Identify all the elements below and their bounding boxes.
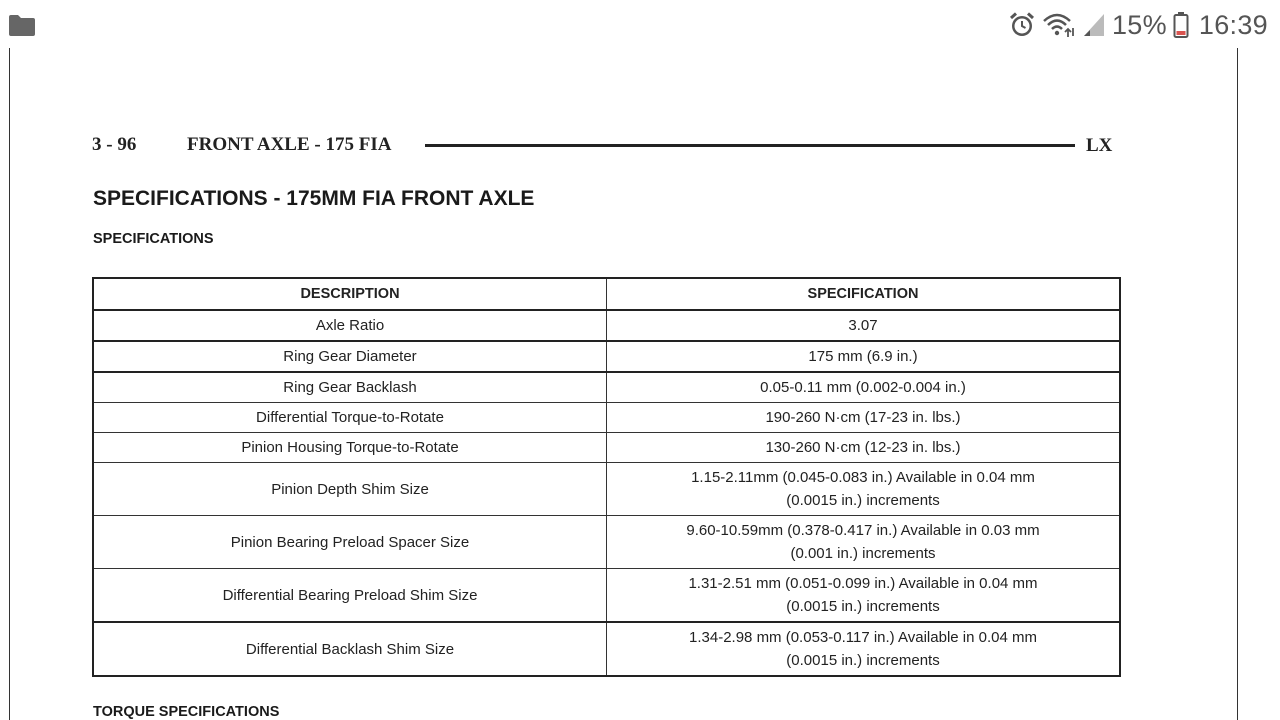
spec-line: 1.31-2.51 mm (0.051-0.099 in.) Available in 0.04 mm: [688, 575, 1038, 592]
spec-line: (0.0015 in.) increments: [786, 598, 940, 615]
sub-heading-specifications: SPECIFICATIONS: [93, 231, 214, 247]
row-specification: [607, 403, 1121, 433]
table-row: [93, 516, 1120, 569]
spec-line: (0.0015 in.) increments: [786, 652, 940, 669]
spec-line: 9.60-10.59mm (0.378-0.417 in.) Available in 0.03 mm: [686, 522, 1040, 539]
row-description: Ring Gear Backlash: [93, 372, 607, 403]
row-specification: [607, 310, 1121, 341]
column-header-description: DESCRIPTION: [93, 278, 607, 310]
status-bar: [0, 0, 1280, 48]
table-row: [93, 403, 1120, 433]
sub-heading-torque: TORQUE SPECIFICATIONS: [93, 704, 280, 720]
page-number: 3 - 96: [92, 134, 137, 155]
folder-icon[interactable]: [9, 14, 35, 36]
row-description: Differential Backlash Shim Size: [93, 622, 607, 676]
spec-line: 1.15-2.11mm (0.045-0.083 in.) Available in 0.04 mm: [691, 469, 1035, 486]
row-description: Ring Gear Diameter: [93, 341, 607, 372]
spec-line: (0.0015 in.) increments: [786, 492, 940, 509]
table-row: [93, 372, 1120, 403]
specifications-table: [92, 277, 1121, 677]
spec-line: 1.34-2.98 mm (0.053-0.117 in.) Available in 0.04 mm: [689, 629, 1037, 646]
table-row: [93, 569, 1120, 623]
spec-line: (0.001 in.) increments: [790, 545, 936, 562]
row-specification: [607, 433, 1121, 463]
signal-icon: [1082, 12, 1106, 38]
table-row: [93, 310, 1120, 341]
clock: 16:39: [1198, 9, 1268, 40]
battery-icon: [1173, 11, 1189, 39]
spec-line: 0.05-0.11 mm (0.002-0.004 in.): [760, 379, 966, 396]
table-row: [93, 463, 1120, 516]
table-row: [93, 341, 1120, 372]
row-specification: [607, 516, 1121, 569]
spec-line: 3.07: [848, 317, 878, 334]
wifi-icon: [1042, 11, 1076, 39]
status-icons: [1008, 8, 1268, 42]
table-row: [93, 622, 1120, 676]
row-specification: [607, 622, 1121, 676]
row-specification: [607, 569, 1121, 623]
table-header-row: [93, 278, 1120, 310]
page-title: SPECIFICATIONS - 175MM FIA FRONT AXLE: [93, 187, 535, 210]
model-code: LX: [1086, 135, 1113, 156]
alarm-icon: [1008, 11, 1036, 39]
row-description: Pinion Housing Torque-to-Rotate: [93, 433, 607, 463]
row-description: Differential Bearing Preload Shim Size: [93, 569, 607, 623]
section-title: FRONT AXLE - 175 FIA: [187, 134, 392, 155]
header-rule: [425, 144, 1075, 147]
spec-line: 190-260 N·cm (17-23 in. lbs.): [765, 409, 961, 426]
row-description: Axle Ratio: [93, 310, 607, 341]
spec-line: 130-260 N·cm (12-23 in. lbs.): [765, 439, 961, 456]
row-description: Pinion Bearing Preload Spacer Size: [93, 516, 607, 569]
document-page[interactable]: [9, 48, 1238, 720]
row-description: Pinion Depth Shim Size: [93, 463, 607, 516]
row-specification: [607, 463, 1121, 516]
row-description: Differential Torque-to-Rotate: [93, 403, 607, 433]
row-specification: [607, 372, 1121, 403]
page-header: [92, 134, 1112, 158]
spec-line: 175 mm (6.9 in.): [808, 348, 918, 365]
column-header-specification: SPECIFICATION: [607, 278, 1121, 310]
row-specification: [607, 341, 1121, 372]
battery-percent: 15%: [1111, 9, 1167, 40]
table-row: [93, 433, 1120, 463]
